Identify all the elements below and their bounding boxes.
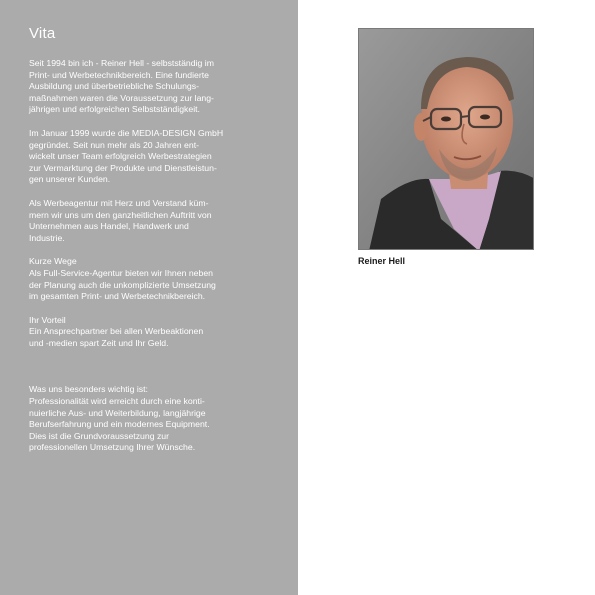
- text-line: Dies ist die Grundvoraussetzung zur: [29, 430, 170, 441]
- text-line: Seit 1994 bin ich - Reiner Hell - selbstständig im: [29, 58, 214, 68]
- paragraph-agency: [29, 198, 269, 244]
- text-line: Professionalität wird erreicht durch eine konti-: [29, 396, 205, 407]
- text-line: Als Werbeagentur mit Herz und Verstand küm-: [29, 197, 209, 208]
- text-line: mern wir uns um den ganzheitlichen Auftritt von: [29, 209, 212, 220]
- page-title: Vita: [29, 25, 56, 42]
- text-line: maßnahmen waren die Voraussetzung zur lang-: [29, 92, 214, 103]
- portrait-illustration: [359, 29, 534, 250]
- paragraph-wichtig: [29, 384, 269, 454]
- paragraph-vorteil: [29, 315, 269, 350]
- text-line: und -medien spart Zeit und Ihr Geld.: [29, 337, 169, 348]
- text-line: wickelt unser Team erfolgreich Werbestrategien: [29, 151, 212, 162]
- section-heading: Was uns besonders wichtig ist:: [29, 384, 148, 395]
- portrait-photo: [358, 28, 534, 250]
- text-line: Als Full-Service-Agentur bieten wir Ihnen neben: [29, 267, 213, 278]
- section-heading: Ihr Vorteil: [29, 314, 66, 325]
- text-line: Im Januar 1999 wurde die MEDIA-DESIGN GmbH: [29, 127, 224, 138]
- section-heading: Kurze Wege: [29, 256, 77, 267]
- paragraph-kurze-wege: [29, 256, 269, 302]
- text-line: im gesamten Print- und Werbetechnikbereich.: [29, 291, 206, 302]
- text-line: der Planung auch die unkomplizierte Umsetzung: [29, 279, 216, 290]
- text-line: Ausbildung und überbetriebliche Schulungs-: [29, 81, 200, 92]
- text-line: Unternehmen aus Handel, Handwerk und: [29, 221, 189, 232]
- text-line: gegründet. Seit nun mehr als 20 Jahren ent-: [29, 139, 199, 150]
- text-line: zur Vermarktung der Produkte und Dienstleistun-: [29, 162, 217, 173]
- text-line: Print- und Werbetechnikbereich. Eine fundierte: [29, 69, 209, 80]
- text-line: Industrie.: [29, 232, 65, 243]
- paragraph-founding: [29, 128, 269, 186]
- paragraph-intro: [29, 58, 269, 116]
- text-line: jährigen und erfolgreichen Selbstständigkeit.: [29, 104, 200, 115]
- text-line: Berufserfahrung und ein modernes Equipment.: [29, 419, 210, 430]
- photo-caption: Reiner Hell: [358, 256, 406, 266]
- text-line: Ein Ansprechpartner bei allen Werbeaktionen: [29, 326, 204, 337]
- text-line: gen unserer Kunden.: [29, 174, 111, 185]
- vita-text: [29, 58, 269, 454]
- text-line: nuierliche Aus- und Weiterbildung, langjährige: [29, 407, 206, 418]
- text-line: professionellen Umsetzung Ihrer Wünsche.: [29, 442, 196, 453]
